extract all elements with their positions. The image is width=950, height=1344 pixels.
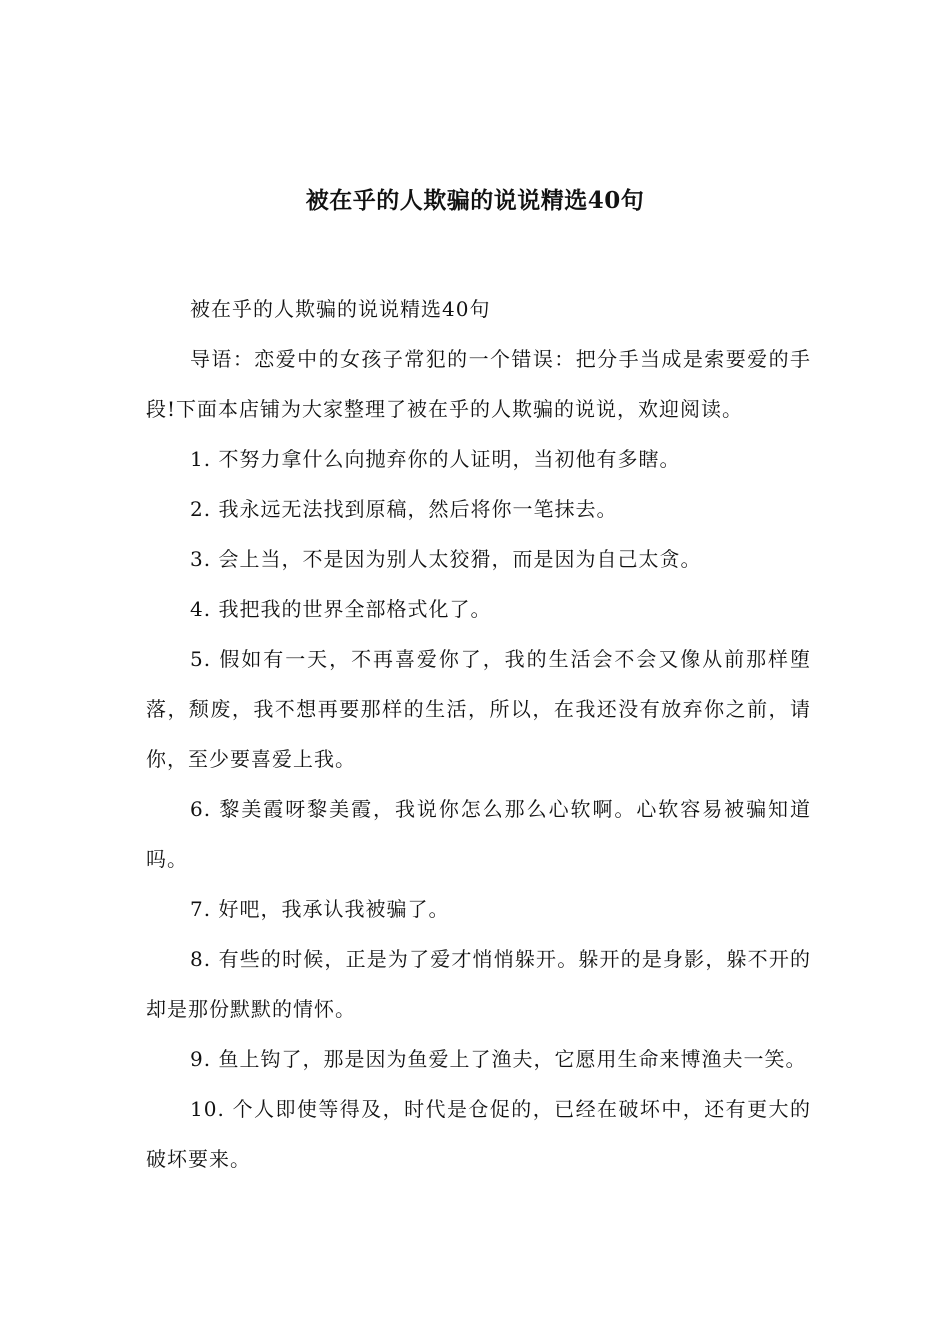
- quote-item-7: 7. 好吧，我承认我被骗了。: [190, 897, 450, 921]
- quote-item-3: 3. 会上当，不是因为别人太狡猾，而是因为自己太贪。: [190, 547, 702, 571]
- document-title: 被在乎的人欺骗的说说精选40句: [305, 187, 645, 214]
- intro-paragraph: 导语：恋爱中的女孩子常犯的一个错误：把分手当成是索要爱的手段!下面本店铺为大家整理了被在乎的人欺骗的说说，欢迎阅读。: [146, 347, 811, 421]
- quote-item-6: 6. 黎美霞呀黎美霞，我说你怎么那么心软啊。心软容易被骗知道吗。: [146, 797, 811, 871]
- quote-item-9: 9. 鱼上钩了，那是因为鱼爱上了渔夫，它愿用生命来博渔夫一笑。: [190, 1047, 807, 1071]
- document-body: [146, 284, 811, 1184]
- quote-item-1: 1. 不努力拿什么向抛弃你的人证明，当初他有多瞎。: [190, 447, 681, 471]
- quote-item-10: 10. 个人即使等得及，时代是仓促的，已经在破坏中，还有更大的破坏要来。: [146, 1097, 811, 1171]
- quote-item-2: 2. 我永远无法找到原稿，然后将你一笔抹去。: [190, 497, 618, 521]
- quote-item-5: 5. 假如有一天，不再喜爱你了，我的生活会不会又像从前那样堕落，颓废，我不想再要那样的生活，所以，在我还没有放弃你之前，请你，至少要喜爱上我。: [146, 647, 811, 771]
- quote-item-4: 4. 我把我的世界全部格式化了。: [190, 597, 492, 621]
- subtitle-paragraph: 被在乎的人欺骗的说说精选40句: [190, 297, 491, 321]
- quote-item-8: 8. 有些的时候，正是为了爱才悄悄躲开。躲开的是身影，躲不开的却是那份默默的情怀。: [146, 947, 811, 1021]
